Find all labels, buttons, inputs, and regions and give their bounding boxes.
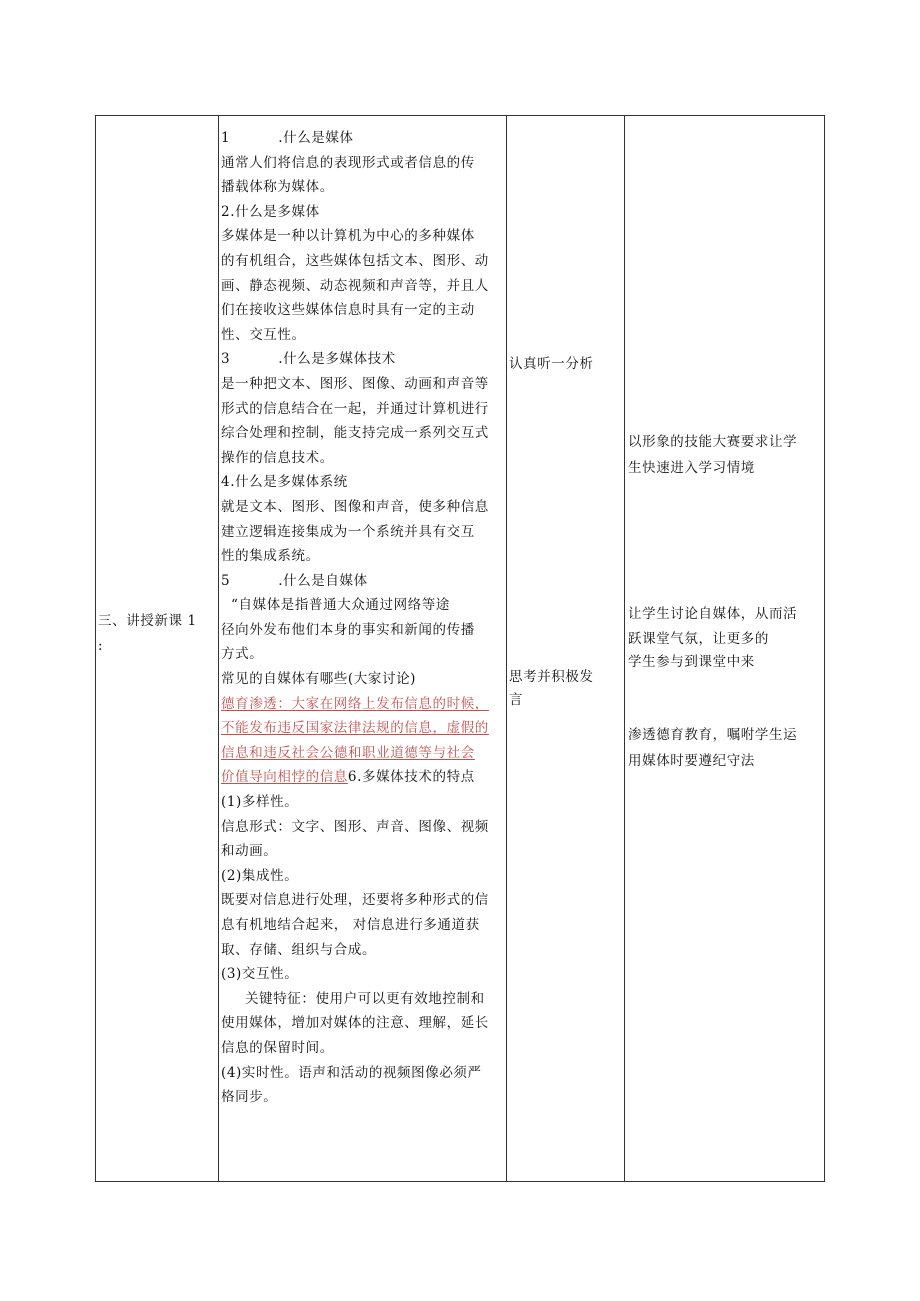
text-line: 是一种把文本、图形、图像、动画和声音等	[221, 375, 489, 392]
heading-5	[221, 569, 506, 594]
text-line: 性、交互性。	[221, 326, 306, 343]
activity-think-line1: 思考并积极发	[509, 669, 594, 685]
text-line: 息有机地结合起来， 对信息进行多通道获	[221, 917, 480, 933]
text-line: 格同步。	[221, 1089, 278, 1106]
text-line: 操作的信息技术。	[221, 449, 334, 466]
moral-education-note: 价值导向相悖的信息	[221, 769, 348, 786]
intent-3-line2: 用媒体时要遵纪守法	[628, 753, 755, 769]
text-line: 的有机组合，这些媒体包括文本、图形、动	[221, 252, 489, 269]
heading-title: .什么是多媒体技术	[278, 351, 396, 368]
text-line: 们在接收这些媒体信息时具有一定的主动	[221, 302, 475, 319]
text-line: 综合处理和控制，能支持完成一系列交互式	[221, 425, 489, 442]
feature-4: (4)实时性。语声和活动的视频图像必须严	[221, 1064, 482, 1081]
heading-title: .什么是自媒体	[278, 572, 368, 589]
moral-education-note: 德育渗透：大家在网络上发布信息的时候，	[221, 695, 489, 712]
moral-education-note: 不能发布违反国家法律法规的信息，虚假的	[221, 720, 489, 737]
heading-title: .什么是媒体	[278, 130, 354, 146]
design-intent-cell	[625, 116, 826, 1181]
intent-3-line1: 渗透德育教育，嘱咐学生运	[628, 727, 798, 743]
heading-3	[221, 347, 506, 372]
heading-number: 1	[221, 130, 231, 146]
text-line: 径向外发布他们本身的事实和新闻的传播	[221, 621, 475, 638]
heading-2: 2.什么是多媒体	[221, 203, 320, 220]
text-line: 取、存储、组织与合成。	[221, 941, 377, 958]
student-activity-cell	[507, 116, 625, 1181]
text-line: 使用媒体，增加对媒体的注意、理解，延长	[221, 1015, 489, 1032]
section-cell	[96, 116, 219, 1181]
content-cell	[219, 116, 507, 1181]
text-line: 关键特征：使用户可以更有效地控制和	[245, 990, 485, 1007]
heading-number: 5	[221, 572, 231, 589]
moral-education-note: 信息和违反社会公德和职业道德等与社会	[221, 744, 475, 761]
heading-number: 3	[221, 351, 231, 368]
text-line: 建立逻辑连接集成为一个系统并具有交互	[221, 523, 475, 540]
intent-1-line1: 以形象的技能大赛要求让学	[628, 434, 798, 450]
text-line: 和动画。	[221, 843, 278, 860]
intent-2-line2: 跃课堂气氛，让更多的	[628, 631, 769, 647]
feature-2: (2)集成性。	[221, 867, 299, 884]
intent-2-line1: 让学生讨论自媒体，从而活	[628, 606, 798, 622]
intent-1-line2: 生快速进入学习情境	[628, 460, 755, 476]
text-line: 画、静态视频、动态视频和声音等，并且人	[221, 277, 489, 294]
activity-listen: 认真听一分析	[509, 356, 594, 372]
text-line: 形式的信息结合在一起，并通过计算机进行	[221, 400, 489, 417]
text-line: 信息形式：文字、图形、声音、图像、视频	[221, 818, 489, 835]
content-body	[221, 126, 506, 1110]
heading-4: 4.什么是多媒体系统	[221, 474, 348, 491]
text-line: 通常人们将信息的表现形式或者信息的传	[221, 154, 475, 171]
text-line: 既要对信息进行处理，还要将多种形式的信	[221, 892, 489, 909]
feature-1: (1)多样性。	[221, 794, 299, 811]
text-line: “自媒体是指普通大众通过网络等途	[231, 597, 451, 614]
heading-1	[221, 126, 506, 151]
activity-think-line2: 言	[509, 692, 524, 708]
mixed-line	[221, 765, 506, 790]
text-line: 播载体称为媒体。	[221, 179, 334, 196]
section-label-line2: :	[98, 638, 104, 654]
section-label-line1: 三、讲授新课 1	[98, 613, 197, 629]
heading-6: 6.多媒体技术的特点	[347, 769, 475, 786]
intent-2-line3: 学生参与到课堂中来	[628, 654, 755, 670]
text-line: 信息的保留时间。	[221, 1039, 334, 1056]
lesson-table	[95, 115, 825, 1182]
feature-3: (3)交互性。	[221, 966, 299, 983]
text-line: 性的集成系统。	[221, 548, 320, 565]
discussion-prompt: 常见的自媒体有哪些(大家讨论)	[221, 671, 417, 688]
text-line: 方式。	[221, 646, 264, 663]
text-line: 多媒体是一种以计算机为中心的多种媒体	[221, 228, 475, 245]
text-line: 就是文本、图形、图像和声音，使多种信息	[221, 498, 489, 515]
